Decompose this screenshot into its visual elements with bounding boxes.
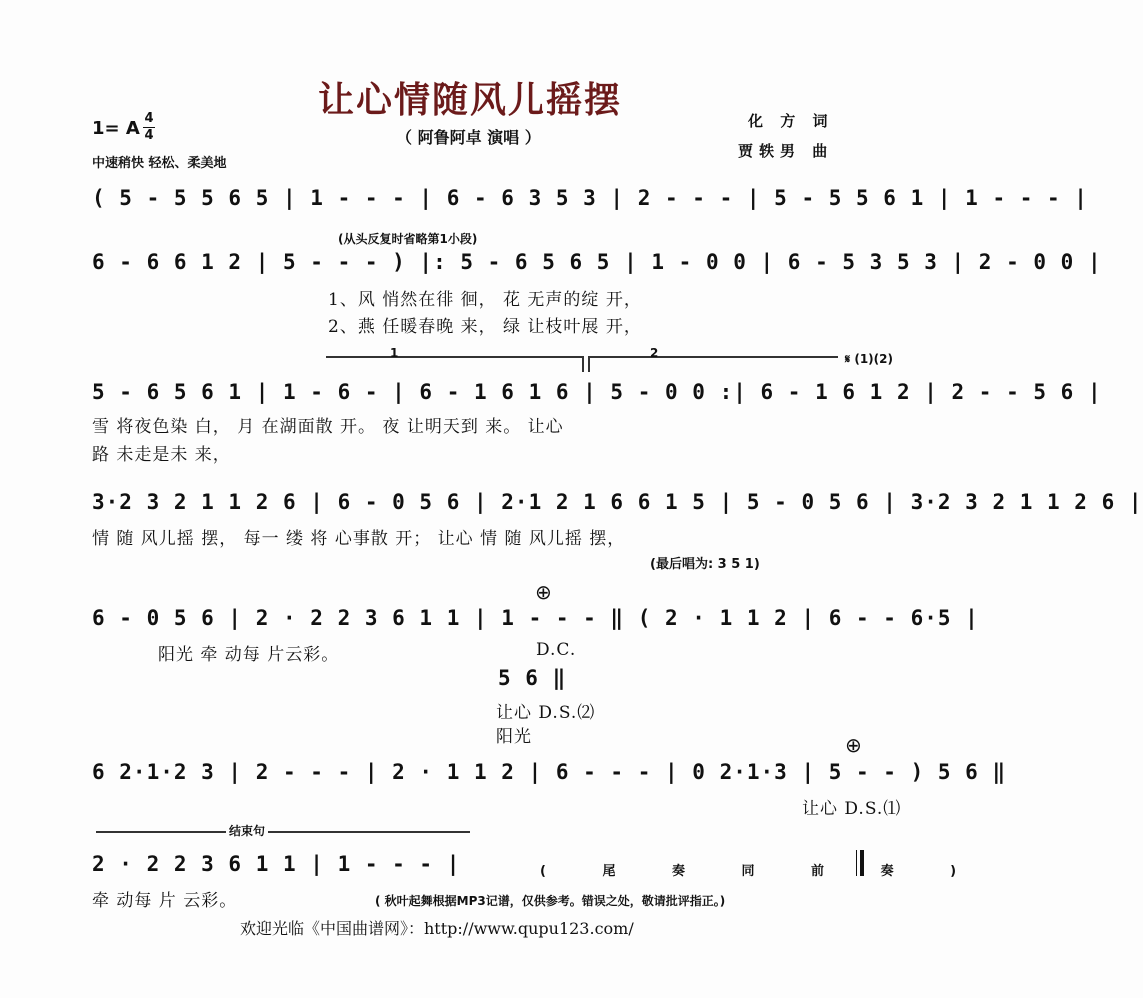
segno-mark: 𝄋 (1)(2): [845, 352, 893, 366]
volta2-number: 2: [650, 346, 659, 360]
outro-note: ( 尾 奏 同 前 奏 ): [540, 864, 983, 879]
composer-credit: 贾轶男 曲: [738, 142, 834, 160]
site-footer: 欢迎光临《中国曲谱网》：http://www.qupu123.com/: [240, 919, 634, 938]
line2-lyric-verse2: 2、燕 任暖春晚 来， 绿 让枝叶展 开，: [328, 317, 642, 337]
line6-notes: 6 2·1·2 3 | 2 - - - | 2 · 1 1 2 | 6 - - - | 0 2·1·3 | 5 - - ) 5 6 ‖: [92, 760, 1007, 784]
performer-subtitle: （ 阿鲁阿卓 演唱 ）: [396, 128, 541, 147]
line4-notes: 3·2 3 2 1 1 2 6 | 6 - 0 5 6 | 2·1 2 1 6 6 1 5 | 5 - 0 5 6 | 3·2 3 2 1 1 2 6 |: [92, 490, 1143, 514]
song-title: 让心情随风儿摇摆: [318, 80, 623, 121]
line3-lyric-verse2: 路 未走是未 来，: [92, 445, 231, 465]
transcriber-note: ( 秋叶起舞根据MP3记谱，仅供参考。错误之处，敬请批评指正。): [375, 894, 726, 908]
ds-box-lyric: 让心 D.S.⑵: [496, 703, 596, 723]
volta1-end: [582, 356, 584, 372]
volta1-number: 1: [390, 346, 399, 360]
time-sig-top: 4: [144, 111, 154, 126]
time-signature: [143, 112, 155, 143]
coda-sign-2-icon: ⊕: [845, 733, 862, 757]
coda-sign-icon: ⊕: [535, 580, 552, 604]
key-signature: 1= A: [92, 118, 140, 139]
ds-box-lyric2: 阳光: [496, 727, 532, 747]
final-sung-as-note: (最后唱为: 3 5 1): [650, 557, 760, 572]
ending-bracket-line: [96, 831, 470, 833]
line2-lyric-verse1: 1、风 悄然在徘 徊， 花 无声的绽 开，: [328, 290, 642, 310]
ending-label: 结束句: [226, 822, 268, 839]
line5-notes: 6 - 0 5 6 | 2 · 2 2 3 6 1 1 | 1 - - - ‖ ( 2 · 1 1 2 | 6 - - 6·5 |: [92, 606, 979, 630]
line3-lyric-verse1: 雪 将夜色染 白， 月 在湖面散 开。 夜 让明天到 来。 让心: [92, 417, 564, 437]
time-sig-bottom: 4: [144, 128, 154, 143]
line4-lyric: 情 随 风儿摇 摆， 每一 缕 将 心事散 开； 让心 情 随 风儿摇 摆，: [92, 529, 626, 549]
line3-notes: 5 - 6 5 6 1 | 1 - 6 - | 6 - 1 6 1 6 | 5 - 0 0 :| 6 - 1 6 1 2 | 2 - - 5 6 |: [92, 380, 1102, 404]
dc-marking: D.C.: [536, 640, 577, 660]
line2-notes: 6 - 6 6 1 2 | 5 - - - ) |: 5 - 6 5 6 5 | 1 - 0 0 | 6 - 5 3 5 3 | 2 - 0 0 |: [92, 250, 1102, 274]
lyricist-credit: 化 方 词: [748, 112, 834, 130]
volta1-line: [326, 356, 582, 358]
line7-notes: 2 · 2 2 3 6 1 1 | 1 - - - |: [92, 852, 461, 876]
line1-notes: ( 5 - 5 5 6 5 | 1 - - - | 6 - 6 3 5 3 | 2 - - - | 5 - 5 5 6 1 | 1 - - - |: [92, 186, 1088, 210]
repeat-note: (从头反复时省略第1小段): [338, 232, 478, 246]
line5-lyric: 阳光 牵 动每 片云彩。: [158, 645, 340, 665]
volta2-line: [588, 356, 838, 358]
line6-ds: 让心 D.S.⑴: [802, 799, 902, 819]
ds-box-notes: 5 6 ‖: [498, 666, 567, 690]
tempo-marking: 中速稍快 轻松、柔美地: [92, 156, 227, 171]
volta2-start: [588, 356, 590, 372]
line7-lyric: 牵 动每 片 云彩。: [92, 891, 238, 911]
final-barline: [856, 850, 864, 876]
